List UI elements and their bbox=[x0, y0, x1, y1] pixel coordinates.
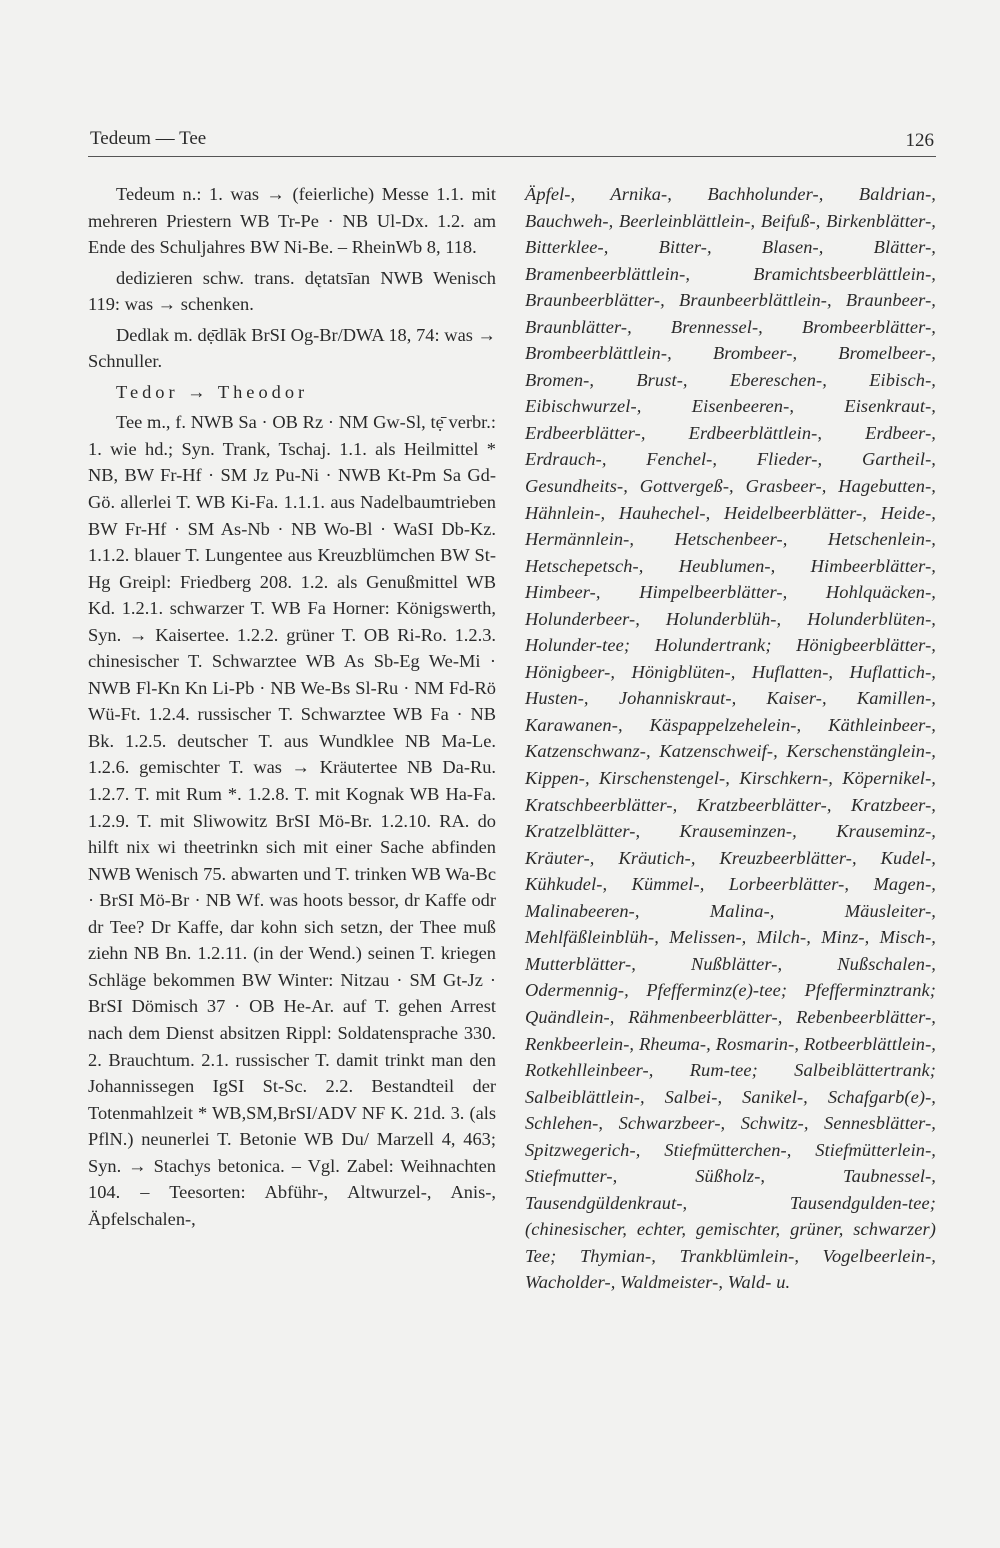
tea-varieties-list: Äpfel-, Arnika-, Bachholunder-, Baldrian-, Bauchweh-, Beerleinblättlein-, Beifuß-, Birkenblätter-, Bitterklee-, Bitter-, Blasen-, Blätter-, Bramenbeerblättlein-, Bramichtsbeerblättlein-, Braunbeerblätter-, Braunbeerblättlein-, Braunbeer-, Braunblätter-, Brennessel-, Brombeerblätter-, Brombeerblättlein-, Brombeer-, Bromelbeer-, Bromen-, Brust-, Ebereschen-, Eibisch-, Eibischwurzel-, Eisenbeeren-, Eisenkraut-, Erdbeerblätter-, Erdbeerblättlein-, Erdbeer-, Erdrauch-, Fenchel-, Flieder-, Gartheil-, Gesundheits-, Gottvergeß-, Grasbeer-, Hagebutten-, Hähnlein-, Hauhechel-, Heidelbeerblätter-, Heide-, Hermännlein-, Hetschenbeer-, Hetschenlein-, Hetschepetsch-, Heublumen-, Himbeerblätter-, Himbeer-, Himpelbeerblätter-, Hohlquäcken-, Holunderbeer-, Holunderblüh-, Holunderblüten-, Holunder-tee; Holundertrank; Hönigbeerblätter-, Hönigbeer-, Hönigblüten-, Huflatten-, Huflattich-, Husten-, Johanniskraut-, Kaiser-, Kamillen-, Karawanen-, Käspappelzehelein-, Käthleinbeer-, Katzenschwanz-, Katzenschweif-, Kerschenstänglein-, Kippen-, Kirschenstengel-, Kirschkern-, Köpernikel-, Kratschbeerblätter-, Kratzbeerblätter-, Kratzbeer-, Kratzelblätter-, Krauseminzen-, Krauseminz-, Kräuter-, Kräutich-, Kreuzbeerblätter-, Kudel-, Kühkudel-, Kümmel-, Lorbeerblätter-, Magen-, Malinabeeren-, Malina-, Mäusleiter-, Mehlfäßleinblüh-, Melissen-, Milch-, Minz-, Misch-, Mutterblätter-, Nußblätter-, Nußschalen-, Odermennig-, Pfefferminz(e)-tee; Pfefferminztrank; Quändlein-, Rähmenbeerblätter-, Rebenbeerblätter-, Renkbeerlein-, Rheuma-, Rosmarin-, Rotbeerblättlein-, Rotkehlleinbeer-, Rum-tee; Salbeiblättertrank; Salbeiblättlein-, Salbei-, Sanikel-, Schafgarb(e)-, Schlehen-, Schwarzbeer-, Schwitz-, Sennesblätter-, Spitzwegerich-, Stiefmütterchen-, Stiefmütterlein-, Stiefmutter-, Süßholz-, Taubnessel-, Tausendgüldenkraut-, Tausendgulden-tee; (chinesischer, echter, gemischter, grüner, schwarzer) Tee; Thymian-, Trankblümlein-, Vogelbeerlein-, Wacholder-, Waldmeister-, Wald- u. bbox=[525, 184, 936, 1293]
entry-tedeum: Tedeum n.: 1. was → (feierliche) Messe 1.1. mit mehreren Priestern WB Tr-Pe · NB Ul-Dx. 1.2. am Ende des Schuljahres BW Ni-Be. – RheinWb 8, 118. bbox=[88, 184, 496, 258]
entry-dedizieren: dedizieren schw. trans. dętatsīan NWB Wenisch 119: was → schenken. bbox=[88, 267, 496, 315]
page-header bbox=[88, 126, 936, 157]
page-number: 126 bbox=[905, 130, 934, 151]
entry-dedlak: Dedlak m. dẹ̄dlāk BrSI Og-Br/DWA 18, 74: was → Schnuller. bbox=[88, 324, 496, 372]
right-column bbox=[525, 181, 936, 1296]
running-head: Tedeum — Tee bbox=[90, 128, 207, 149]
left-column bbox=[88, 181, 496, 1232]
entry-tee: Tee m., f. NWB Sa · OB Rz · NM Gw-Sl, tẹ̄ verbr.: 1. wie hd.; Syn. Trank, Tschaj. 1.1. als Heilmittel * NB, BW Fr-Hf · SM Jz Pu-Ni · NWB Kt-Pm Sa Gd-Gö. allerlei T. WB Ki-Fa. 1.1.1. aus Nadelbaumtrieben BW Fr-Hf · SM As-Nb · NB Wo-Bl · WaSI Db-Kz. 1.1.2. blauer T. Lungentee aus Kreuzblümchen BW St-Hg Greipl: Friedberg 208. 1.2. als Genußmittel WB Kd. 1.2.1. schwarzer T. WB Fa Horner: Königswerth, Syn. → Kaisertee. 1.2.2. grüner T. OB Ri-Ro. 1.2.3. chinesischer T. Schwarztee WB As Sb-Eg We-Mi · NWB Fl-Kn Kn Li-Pb · NB We-Bs Sl-Ru · NM Fd-Rö Wü-Ft. 1.2.4. russischer T. Schwarztee WB Fa · NB Bk. 1.2.5. deutscher T. aus Wundklee NB Ma-Le. 1.2.6. gemischter T. was → Kräutertee NB Da-Ru. 1.2.7. T. mit Rum *. 1.2.8. T. mit Kognak WB Ha-Fa. 1.2.9. T. mit Sliwowitz BrSI Mö-Br. 1.2.10. RA. do hilft nix wi theetrinkn sich mit einer Sache abfinden NWB Wenisch 75. abwarten und T. trinken WB Wa-Bc · BrSI Mö-Br · NB Wf. was hoots bessor, dr Kaffe odr dr Tee? Dr Kaffe, dar kohn sich setzn, der Thee muß ziehn NB Bn. 1.2.11. (in der Wend.) seinen T. kriegen Schläge bekommen BW Winter: Nitzau · SM Gt-Jz · BrSI Dömisch 37 · OB He-Ar. auf T. gehen Arrest nach dem Dienst absitzen Rippl: Soldatensprache 330. 2. Brauchtum. 2.1. russischer T. damit trinkt man den Johannissegen IgSI St-Sc. 2.2. Bestandteil der Totenmahlzeit * WB,SM,BrSI/ADV NF K. 21d. 3. (als PflN.) neunerlei T. Betonie WB Du/ Marzell 4, 463; Syn. → Stachys betonica. – Vgl. Zabel: Weihnachten 104. – Teesorten: Abführ-, Altwurzel-, Anis-, Äpfelschalen-, bbox=[88, 412, 496, 1229]
entry-tedor: Tedor → Theodor bbox=[116, 381, 309, 402]
